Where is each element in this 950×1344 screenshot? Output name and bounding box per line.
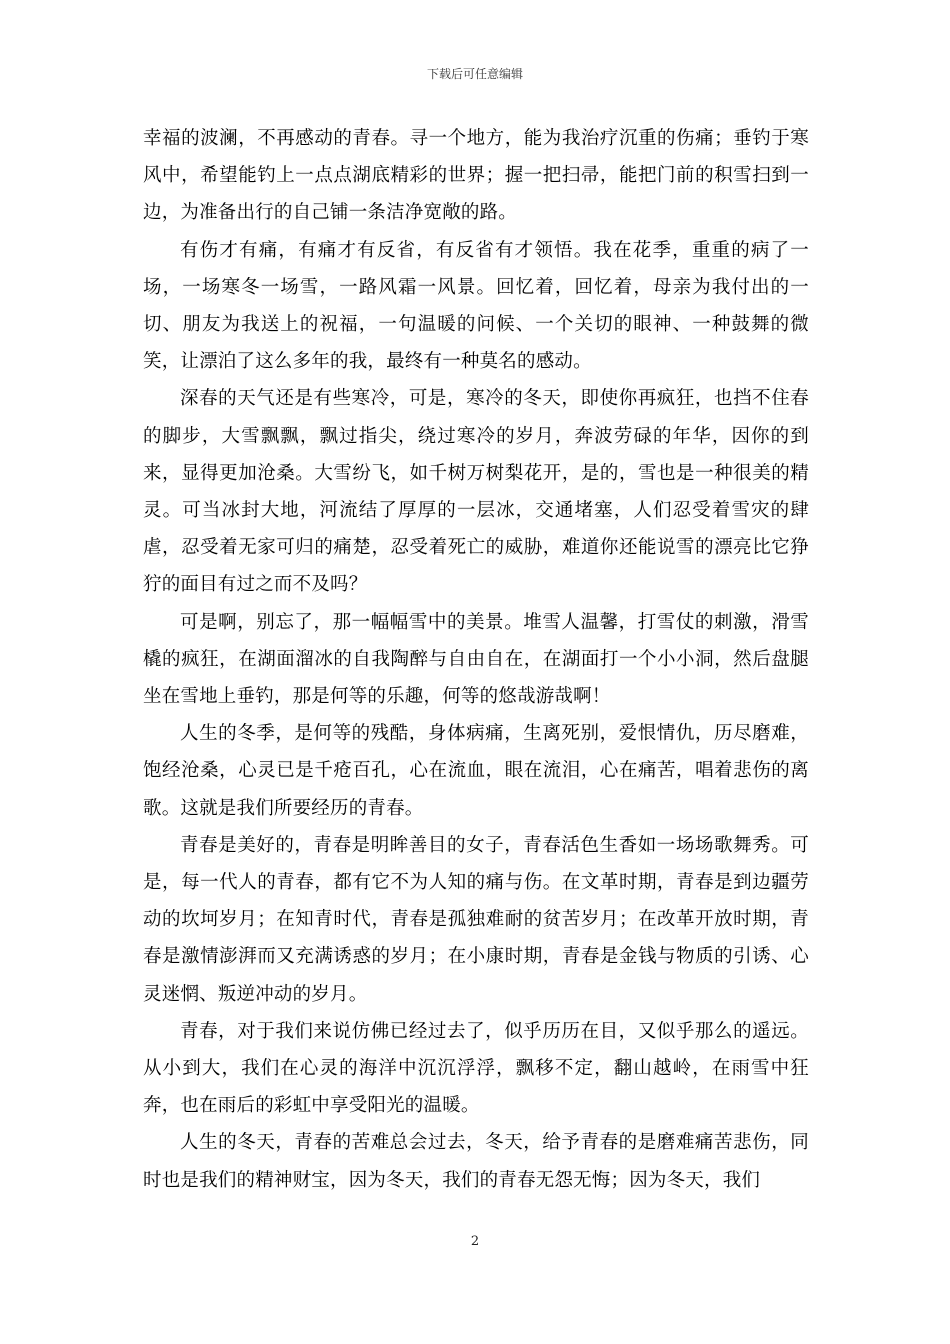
paragraph-2: 有伤才有痛，有痛才有反省，有反省有才领悟。我在花季，重重的病了一场，一场寒冬一场雪，一路风霜一风景。回忆着，回忆着，母亲为我付出的一切、朋友为我送上的祝福，一句温暖的问候、一个关切的眼神、一种鼓舞的微笑，让漂泊了这么多年的我，最终有一种莫名的感动。 <box>143 239 809 373</box>
paragraph-8: 人生的冬天，青春的苦难总会过去，冬天，给予青春的是磨难痛苦悲伤，同时也是我们的精神财宝，因为冬天，我们的青春无怨无悔；因为冬天，我们 <box>143 1132 809 1191</box>
paragraph-4: 可是啊，别忘了，那一幅幅雪中的美景。堆雪人温馨，打雪仗的刺激，滑雪橇的疯狂，在湖面溜冰的自我陶醉与自由自在，在湖面打一个小小洞，然后盘腿坐在雪地上垂钓，那是何等的乐趣，何等的悠哉游哉啊！ <box>143 611 809 708</box>
paragraph-3: 深春的天气还是有些寒冷，可是，寒冷的冬天，即使你再疯狂，也挡不住春的脚步，大雪飘飘，飘过指尖，绕过寒冷的岁月，奔波劳碌的年华，因你的到来，显得更加沧桑。大雪纷飞，如千树万树梨花开，是的，雪也是一种很美的精灵。可当冰封大地，河流结了厚厚的一层冰，交通堵塞，人们忍受着雪灾的肆虐，忍受着无家可归的痛楚，忍受着死亡的威胁，难道你还能说雪的漂亮比它狰狞的面目有过之而不及吗？ <box>143 388 809 596</box>
page-header: 下载后可任意编辑 <box>426 67 523 81</box>
page-number: 2 <box>470 1234 480 1249</box>
paragraph-7: 青春，对于我们来说仿佛已经过去了，似乎历历在目，又似乎那么的遥远。从小到大，我们在心灵的海洋中沉沉浮浮，飘移不定，翻山越岭，在雨雪中狂奔，也在雨后的彩虹中享受阳光的温暖。 <box>143 1020 809 1117</box>
paragraph-6: 青春是美好的，青春是明眸善目的女子，青春活色生香如一场场歌舞秀。可是，每一代人的青春，都有它不为人知的痛与伤。在文革时期，青春是到边疆劳动的坎坷岁月；在知青时代，青春是孤独难耐的贫苦岁月；在改革开放时期，青春是激情澎湃而又充满诱惑的岁月；在小康时期，青春是金钱与物质的引诱、心灵迷惘、叛逆冲动的岁月。 <box>143 834 809 1005</box>
paragraph-1: 幸福的波澜，不再感动的青春。寻一个地方，能为我治疗沉重的伤痛；垂钓于寒风中，希望能钓上一点点湖底精彩的世界；握一把扫帚，能把门前的积雪扫到一边，为准备出行的自己铺一条洁净宽敞的路。 <box>143 128 809 224</box>
document-body <box>143 120 809 1199</box>
paragraph-5: 人生的冬季，是何等的残酷，身体病痛，生离死别，爱恨情仇，历尽磨难，饱经沧桑，心灵已是千疮百孔，心在流血，眼在流泪，心在痛苦，唱着悲伤的离歌。这就是我们所要经历的青春。 <box>143 723 809 819</box>
